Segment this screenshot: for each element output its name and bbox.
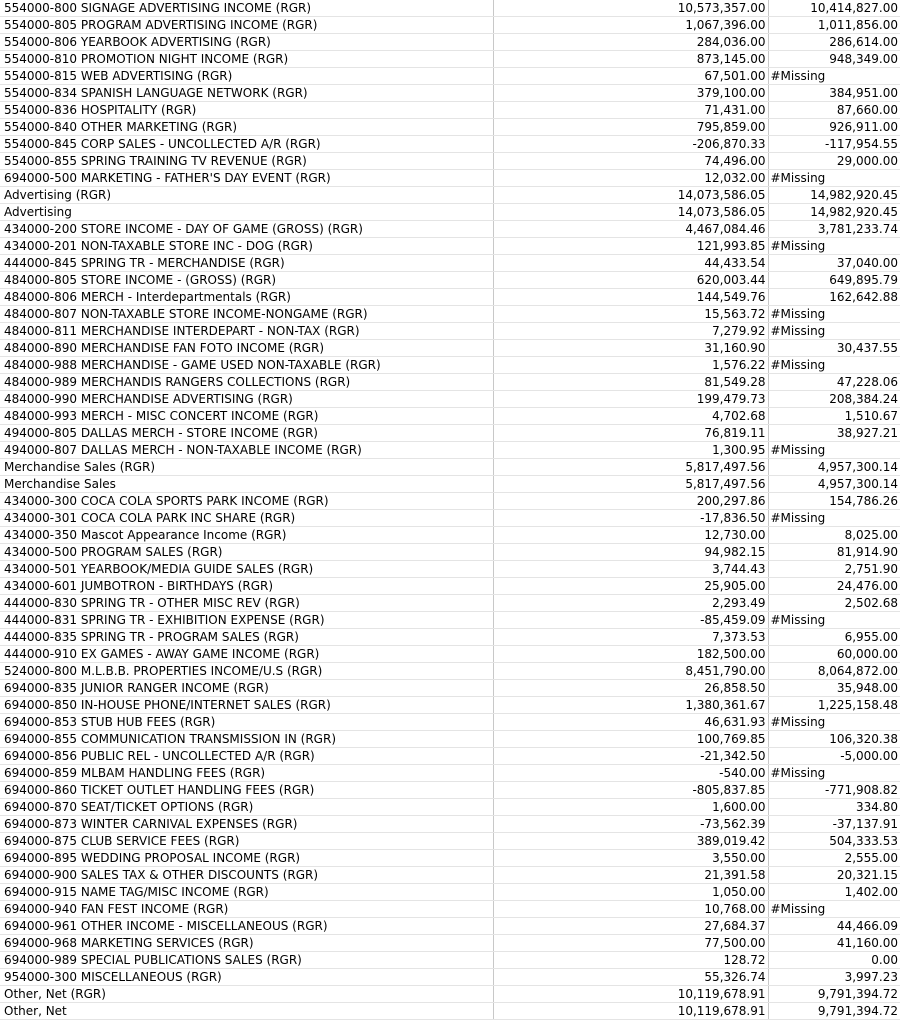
table-row [0,187,900,204]
table-row [0,663,900,680]
table-row [0,629,900,646]
account-cell[interactable]: 694000-859 MLBAM HANDLING FEES (RGR) [0,765,493,782]
value-a-cell[interactable]: 128.72 [493,952,768,969]
table-row [0,680,900,697]
value-b-cell[interactable]: 81,914.90 [768,544,900,561]
table-row [0,391,900,408]
table-row [0,884,900,901]
value-a-cell[interactable]: 4,702.68 [493,408,768,425]
account-cell[interactable]: 484000-805 STORE INCOME - (GROSS) (RGR) [0,272,493,289]
value-a-cell[interactable]: 1,067,396.00 [493,17,768,34]
account-cell[interactable]: 484000-890 MERCHANDISE FAN FOTO INCOME (RGR) [0,340,493,357]
value-b-cell[interactable]: 29,000.00 [768,153,900,170]
value-a-cell[interactable]: 55,326.74 [493,969,768,986]
value-a-cell[interactable]: 67,501.00 [493,68,768,85]
value-a-cell[interactable]: -73,562.39 [493,816,768,833]
table-row [0,646,900,663]
table-row [0,306,900,323]
value-b-cell[interactable]: 162,642.88 [768,289,900,306]
table-row [0,969,900,986]
value-a-cell[interactable]: 144,549.76 [493,289,768,306]
account-cell[interactable]: 694000-853 STUB HUB FEES (RGR) [0,714,493,731]
table-row [0,289,900,306]
table-row [0,799,900,816]
account-cell[interactable]: 694000-895 WEDDING PROPOSAL INCOME (RGR) [0,850,493,867]
value-b-cell[interactable]: 9,791,394.72 [768,1003,900,1020]
value-a-cell[interactable]: 100,769.85 [493,731,768,748]
account-cell[interactable]: 694000-860 TICKET OUTLET HANDLING FEES (RGR) [0,782,493,799]
account-cell[interactable]: Advertising (RGR) [0,187,493,204]
table-row [0,442,900,459]
value-a-cell[interactable]: 5,817,497.56 [493,476,768,493]
account-cell[interactable]: 434000-501 YEARBOOK/MEDIA GUIDE SALES (RGR) [0,561,493,578]
value-a-cell[interactable]: 12,032.00 [493,170,768,187]
account-cell[interactable]: 484000-807 NON-TAXABLE STORE INCOME-NONGAME (RGR) [0,306,493,323]
account-cell[interactable]: 694000-968 MARKETING SERVICES (RGR) [0,935,493,952]
table-row [0,357,900,374]
table-row [0,221,900,238]
value-b-cell[interactable]: #Missing [768,170,900,187]
table-row [0,782,900,799]
account-cell[interactable]: Other, Net (RGR) [0,986,493,1003]
table-row [0,340,900,357]
table-row [0,323,900,340]
value-a-cell[interactable]: -540.00 [493,765,768,782]
value-a-cell[interactable]: 1,600.00 [493,799,768,816]
value-b-cell[interactable]: 4,957,300.14 [768,459,900,476]
account-cell[interactable]: 494000-805 DALLAS MERCH - STORE INCOME (RGR) [0,425,493,442]
account-cell[interactable]: 694000-855 COMMUNICATION TRANSMISSION IN (RGR) [0,731,493,748]
table-row [0,850,900,867]
value-a-cell[interactable]: 795,859.00 [493,119,768,136]
value-b-cell[interactable]: 286,614.00 [768,34,900,51]
value-a-cell[interactable]: 14,073,586.05 [493,204,768,221]
account-cell[interactable]: 694000-500 MARKETING - FATHER'S DAY EVENT (RGR) [0,170,493,187]
value-b-cell[interactable]: 24,476.00 [768,578,900,595]
table-row [0,136,900,153]
account-cell[interactable]: 554000-845 CORP SALES - UNCOLLECTED A/R (RGR) [0,136,493,153]
table-row [0,731,900,748]
account-cell[interactable]: 694000-870 SEAT/TICKET OPTIONS (RGR) [0,799,493,816]
table-row [0,697,900,714]
value-a-cell[interactable]: 44,433.54 [493,255,768,272]
table-row [0,51,900,68]
table-row [0,425,900,442]
value-b-cell[interactable]: #Missing [768,323,900,340]
value-a-cell[interactable]: -17,836.50 [493,510,768,527]
value-b-cell[interactable]: 35,948.00 [768,680,900,697]
value-b-cell[interactable]: #Missing [768,68,900,85]
value-a-cell[interactable]: 379,100.00 [493,85,768,102]
account-cell[interactable]: 434000-300 COCA COLA SPORTS PARK INCOME (RGR) [0,493,493,510]
account-cell[interactable]: Merchandise Sales (RGR) [0,459,493,476]
value-a-cell[interactable]: 10,119,678.91 [493,1003,768,1020]
value-a-cell[interactable]: 389,019.42 [493,833,768,850]
value-b-cell[interactable]: -117,954.55 [768,136,900,153]
value-b-cell[interactable]: -37,137.91 [768,816,900,833]
value-b-cell[interactable]: #Missing [768,765,900,782]
value-b-cell[interactable]: 504,333.53 [768,833,900,850]
value-b-cell[interactable]: 30,437.55 [768,340,900,357]
value-a-cell[interactable]: 94,982.15 [493,544,768,561]
value-b-cell[interactable]: 0.00 [768,952,900,969]
account-cell[interactable]: 444000-831 SPRING TR - EXHIBITION EXPENSE (RGR) [0,612,493,629]
value-b-cell[interactable]: 20,321.15 [768,867,900,884]
value-a-cell[interactable]: 1,300.95 [493,442,768,459]
value-a-cell[interactable]: 46,631.93 [493,714,768,731]
value-b-cell[interactable]: 384,951.00 [768,85,900,102]
value-a-cell[interactable]: 5,817,497.56 [493,459,768,476]
table-row [0,833,900,850]
value-b-cell[interactable]: 14,982,920.45 [768,187,900,204]
value-a-cell[interactable]: 77,500.00 [493,935,768,952]
account-cell[interactable]: 554000-806 YEARBOOK ADVERTISING (RGR) [0,34,493,51]
value-b-cell[interactable]: #Missing [768,612,900,629]
account-cell[interactable]: 554000-815 WEB ADVERTISING (RGR) [0,68,493,85]
value-a-cell[interactable]: 200,297.86 [493,493,768,510]
table-row [0,595,900,612]
account-cell[interactable]: 434000-601 JUMBOTRON - BIRTHDAYS (RGR) [0,578,493,595]
table-row [0,238,900,255]
table-row [0,170,900,187]
value-b-cell[interactable]: #Missing [768,510,900,527]
table-row [0,1003,900,1020]
account-cell[interactable]: 694000-850 IN-HOUSE PHONE/INTERNET SALES (RGR) [0,697,493,714]
value-a-cell[interactable]: 2,293.49 [493,595,768,612]
value-b-cell[interactable]: #Missing [768,442,900,459]
value-a-cell[interactable]: -206,870.33 [493,136,768,153]
value-a-cell[interactable]: 4,467,084.46 [493,221,768,238]
table-row [0,952,900,969]
account-cell[interactable]: 554000-800 SIGNAGE ADVERTISING INCOME (RGR) [0,0,493,17]
account-cell[interactable]: 554000-834 SPANISH LANGUAGE NETWORK (RGR) [0,85,493,102]
account-cell[interactable]: 554000-855 SPRING TRAINING TV REVENUE (RGR) [0,153,493,170]
table-row [0,272,900,289]
value-a-cell[interactable]: 25,905.00 [493,578,768,595]
value-a-cell[interactable]: 81,549.28 [493,374,768,391]
table-row [0,374,900,391]
value-b-cell[interactable]: 2,555.00 [768,850,900,867]
account-cell[interactable]: 694000-873 WINTER CARNIVAL EXPENSES (RGR) [0,816,493,833]
value-a-cell[interactable]: 1,380,361.67 [493,697,768,714]
value-a-cell[interactable]: 873,145.00 [493,51,768,68]
account-cell[interactable]: Other, Net [0,1003,493,1020]
account-cell[interactable]: 484000-990 MERCHANDISE ADVERTISING (RGR) [0,391,493,408]
account-cell[interactable]: 434000-301 COCA COLA PARK INC SHARE (RGR) [0,510,493,527]
value-a-cell[interactable]: 71,431.00 [493,102,768,119]
value-b-cell[interactable]: 14,982,920.45 [768,204,900,221]
value-b-cell[interactable]: #Missing [768,901,900,918]
table-row [0,714,900,731]
account-cell[interactable]: 694000-961 OTHER INCOME - MISCELLANEOUS (RGR) [0,918,493,935]
account-cell[interactable]: 694000-940 FAN FEST INCOME (RGR) [0,901,493,918]
table-row [0,34,900,51]
value-b-cell[interactable]: 208,384.24 [768,391,900,408]
value-a-cell[interactable]: 12,730.00 [493,527,768,544]
value-b-cell[interactable]: #Missing [768,714,900,731]
value-b-cell[interactable]: 1,402.00 [768,884,900,901]
account-cell[interactable]: 484000-806 MERCH - Interdepartmentals (RGR) [0,289,493,306]
account-cell[interactable]: 694000-835 JUNIOR RANGER INCOME (RGR) [0,680,493,697]
account-cell[interactable]: Advertising [0,204,493,221]
value-a-cell[interactable]: 15,563.72 [493,306,768,323]
table-row [0,578,900,595]
account-cell[interactable]: 444000-830 SPRING TR - OTHER MISC REV (RGR) [0,595,493,612]
account-cell[interactable]: 954000-300 MISCELLANEOUS (RGR) [0,969,493,986]
account-cell[interactable]: 694000-875 CLUB SERVICE FEES (RGR) [0,833,493,850]
table-row [0,765,900,782]
value-b-cell[interactable]: 6,955.00 [768,629,900,646]
value-b-cell[interactable]: 334.80 [768,799,900,816]
value-a-cell[interactable]: 10,768.00 [493,901,768,918]
value-b-cell[interactable]: -5,000.00 [768,748,900,765]
table-row [0,255,900,272]
value-b-cell[interactable]: 1,011,856.00 [768,17,900,34]
value-a-cell[interactable]: 3,550.00 [493,850,768,867]
account-cell[interactable]: 484000-811 MERCHANDISE INTERDEPART - NON-TAX (RGR) [0,323,493,340]
table-row [0,510,900,527]
account-cell[interactable]: 434000-200 STORE INCOME - DAY OF GAME (GROSS) (RGR) [0,221,493,238]
table-row [0,986,900,1003]
table-row [0,68,900,85]
value-b-cell[interactable]: 9,791,394.72 [768,986,900,1003]
table-row [0,918,900,935]
value-a-cell[interactable]: 1,576.22 [493,357,768,374]
account-cell[interactable]: Merchandise Sales [0,476,493,493]
table-row [0,85,900,102]
value-b-cell[interactable]: 154,786.26 [768,493,900,510]
value-b-cell[interactable]: 1,510.67 [768,408,900,425]
value-a-cell[interactable]: 620,003.44 [493,272,768,289]
table-row [0,0,900,17]
value-b-cell[interactable]: #Missing [768,306,900,323]
value-b-cell[interactable]: 37,040.00 [768,255,900,272]
value-a-cell[interactable]: 26,858.50 [493,680,768,697]
value-b-cell[interactable]: 4,957,300.14 [768,476,900,493]
table-row [0,816,900,833]
value-a-cell[interactable]: -85,459.09 [493,612,768,629]
value-a-cell[interactable]: 10,573,357.00 [493,0,768,17]
value-a-cell[interactable]: 27,684.37 [493,918,768,935]
account-cell[interactable]: 554000-836 HOSPITALITY (RGR) [0,102,493,119]
account-cell[interactable]: 444000-845 SPRING TR - MERCHANDISE (RGR) [0,255,493,272]
value-a-cell[interactable]: 10,119,678.91 [493,986,768,1003]
value-a-cell[interactable]: 182,500.00 [493,646,768,663]
value-a-cell[interactable]: 21,391.58 [493,867,768,884]
value-a-cell[interactable]: 31,160.90 [493,340,768,357]
value-b-cell[interactable]: 10,414,827.00 [768,0,900,17]
value-a-cell[interactable]: 14,073,586.05 [493,187,768,204]
table-row [0,493,900,510]
table-row [0,204,900,221]
value-a-cell[interactable]: 121,993.85 [493,238,768,255]
value-b-cell[interactable]: 44,466.09 [768,918,900,935]
value-b-cell[interactable]: 60,000.00 [768,646,900,663]
value-a-cell[interactable]: 7,373.53 [493,629,768,646]
value-b-cell[interactable]: 926,911.00 [768,119,900,136]
value-b-cell[interactable]: 87,660.00 [768,102,900,119]
value-b-cell[interactable]: 2,502.68 [768,595,900,612]
table-row [0,901,900,918]
value-a-cell[interactable]: 76,819.11 [493,425,768,442]
value-b-cell[interactable]: 2,751.90 [768,561,900,578]
account-cell[interactable]: 694000-989 SPECIAL PUBLICATIONS SALES (RGR) [0,952,493,969]
value-b-cell[interactable]: 41,160.00 [768,935,900,952]
value-a-cell[interactable]: -805,837.85 [493,782,768,799]
account-cell[interactable]: 434000-500 PROGRAM SALES (RGR) [0,544,493,561]
table-row [0,867,900,884]
table-row [0,748,900,765]
account-cell[interactable]: 694000-856 PUBLIC REL - UNCOLLECTED A/R (RGR) [0,748,493,765]
value-a-cell[interactable]: 284,036.00 [493,34,768,51]
value-a-cell[interactable]: 8,451,790.00 [493,663,768,680]
value-b-cell[interactable]: -771,908.82 [768,782,900,799]
account-cell[interactable]: 444000-910 EX GAMES - AWAY GAME INCOME (RGR) [0,646,493,663]
value-b-cell[interactable]: 948,349.00 [768,51,900,68]
table-row [0,119,900,136]
account-cell[interactable]: 554000-840 OTHER MARKETING (RGR) [0,119,493,136]
table-row [0,935,900,952]
value-a-cell[interactable]: 3,744.43 [493,561,768,578]
value-b-cell[interactable]: 106,320.38 [768,731,900,748]
account-cell[interactable]: 484000-993 MERCH - MISC CONCERT INCOME (RGR) [0,408,493,425]
account-cell[interactable]: 524000-800 M.L.B.B. PROPERTIES INCOME/U.S (RGR) [0,663,493,680]
value-b-cell[interactable]: 649,895.79 [768,272,900,289]
value-b-cell[interactable]: 38,927.21 [768,425,900,442]
account-cell[interactable]: 484000-988 MERCHANDISE - GAME USED NON-TAXABLE (RGR) [0,357,493,374]
account-cell[interactable]: 554000-810 PROMOTION NIGHT INCOME (RGR) [0,51,493,68]
account-cell[interactable]: 694000-900 SALES TAX & OTHER DISCOUNTS (RGR) [0,867,493,884]
value-b-cell[interactable]: #Missing [768,238,900,255]
value-a-cell[interactable]: 7,279.92 [493,323,768,340]
account-cell[interactable]: 484000-989 MERCHANDIS RANGERS COLLECTIONS (RGR) [0,374,493,391]
account-cell[interactable]: 434000-201 NON-TAXABLE STORE INC - DOG (RGR) [0,238,493,255]
account-cell[interactable]: 694000-915 NAME TAG/MISC INCOME (RGR) [0,884,493,901]
table-row [0,476,900,493]
table-row [0,153,900,170]
table-row [0,544,900,561]
value-b-cell[interactable]: 1,225,158.48 [768,697,900,714]
table-row [0,612,900,629]
account-cell[interactable]: 434000-350 Mascot Appearance Income (RGR) [0,527,493,544]
value-b-cell[interactable]: 47,228.06 [768,374,900,391]
table-row [0,102,900,119]
account-cell[interactable]: 494000-807 DALLAS MERCH - NON-TAXABLE INCOME (RGR) [0,442,493,459]
value-b-cell[interactable]: 3,997.23 [768,969,900,986]
value-b-cell[interactable]: 3,781,233.74 [768,221,900,238]
value-a-cell[interactable]: 74,496.00 [493,153,768,170]
account-cell[interactable]: 444000-835 SPRING TR - PROGRAM SALES (RGR) [0,629,493,646]
table-row [0,17,900,34]
table-row [0,527,900,544]
value-b-cell[interactable]: 8,064,872.00 [768,663,900,680]
value-b-cell[interactable]: 8,025.00 [768,527,900,544]
value-a-cell[interactable]: -21,342.50 [493,748,768,765]
account-cell[interactable]: 554000-805 PROGRAM ADVERTISING INCOME (RGR) [0,17,493,34]
value-b-cell[interactable]: #Missing [768,357,900,374]
table-row [0,561,900,578]
value-a-cell[interactable]: 199,479.73 [493,391,768,408]
table-row [0,408,900,425]
table-row [0,459,900,476]
value-a-cell[interactable]: 1,050.00 [493,884,768,901]
